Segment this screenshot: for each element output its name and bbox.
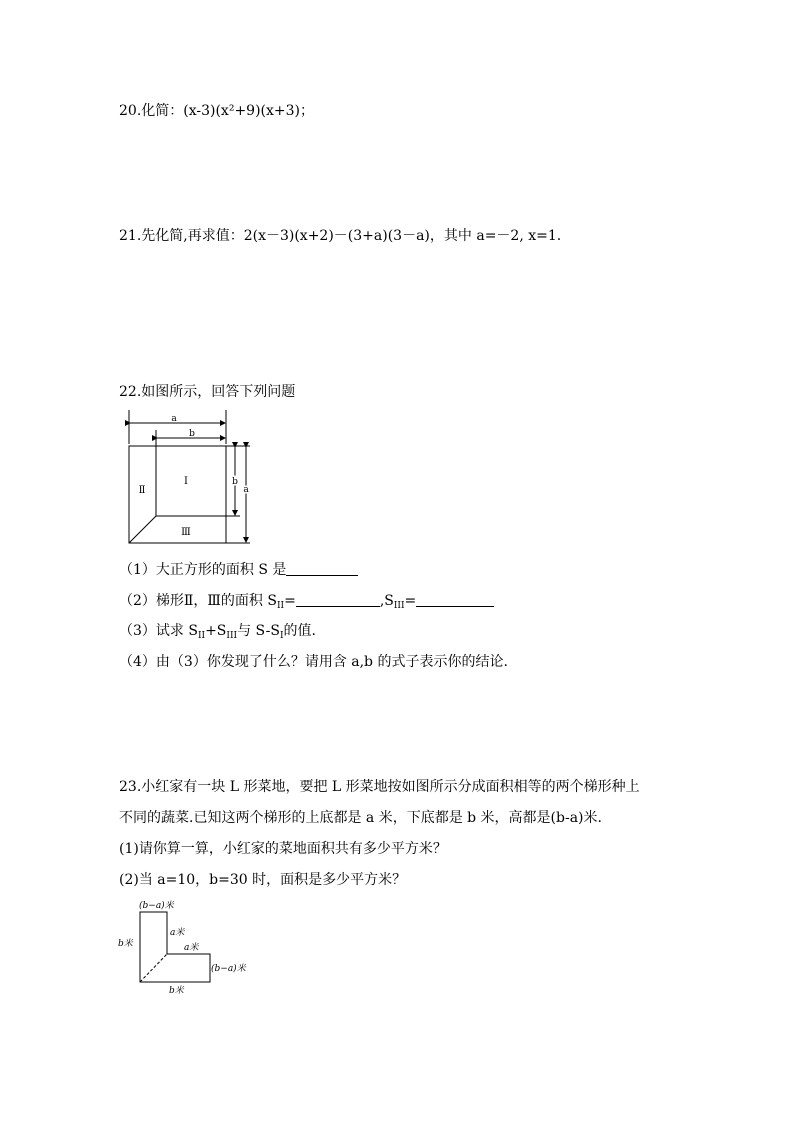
- equals-1: =: [284, 593, 296, 609]
- part-1-text: （1）大正方形的面积 S 是: [119, 562, 287, 578]
- p3-mid: 与 S-S: [237, 623, 280, 639]
- question-22-part-3: [119, 622, 316, 645]
- question-22-part-2: [119, 592, 494, 615]
- label-b-top: b: [189, 429, 195, 439]
- label-right: (b−a)米: [211, 964, 246, 974]
- question-21: 21.先化简,再求值：2(x－3)(x+2)－(3+a)(3－a)，其中 a=－2, x=1.: [119, 228, 562, 244]
- question-23-line-4: (2)当 a=10，b=30 时，面积是多少平方米？: [119, 872, 407, 888]
- sub-ii: II: [276, 601, 285, 611]
- label-bottom: b米: [169, 986, 184, 996]
- label-top: (b−a)米: [139, 901, 174, 911]
- p3-sub-iii: III: [226, 631, 238, 641]
- label-inner-a1: a米: [170, 928, 185, 938]
- part-2-text: （2）梯形Ⅱ，Ⅲ的面积 S: [119, 593, 277, 609]
- question-23-line-1: 23.小红家有一块 L 形菜地，要把 L 形菜地按如图所示分成面积相等的两个梯形种上: [119, 779, 640, 795]
- sep-s: ,S: [379, 593, 394, 609]
- question-22-part-1: [119, 561, 358, 579]
- question-22-title: 22.如图所示，回答下列问题: [119, 384, 296, 400]
- region-1-label: Ⅰ: [184, 476, 188, 487]
- square-diagram: [120, 410, 260, 548]
- p3-sub-ii: II: [197, 631, 206, 641]
- l-shape-diagram: [115, 896, 265, 996]
- equals-2: =: [404, 593, 417, 609]
- p3-sub-i: I: [279, 631, 284, 641]
- question-23-line-2: 不同的蔬菜.已知这两个梯形的上底都是 a 米，下底都是 b 米，高都是(b-a)米.: [119, 810, 602, 826]
- answer-blank-s: [286, 561, 358, 576]
- label-inner-a2: a米: [184, 943, 199, 953]
- part-3-prefix: （3）试求 S: [119, 623, 198, 639]
- label-b-right: b: [232, 477, 238, 487]
- question-22-part-4: （4）由（3）你发现了什么？请用含 a,b 的式子表示你的结论.: [119, 654, 508, 670]
- p3-plus: +S: [205, 623, 227, 639]
- p3-end: 的值.: [283, 623, 316, 639]
- small-square: [156, 446, 226, 516]
- answer-blank-s2: [296, 592, 380, 607]
- l-shape-outline: [140, 912, 210, 982]
- label-a-right: a: [243, 485, 249, 495]
- sub-iii: III: [393, 601, 405, 611]
- answer-blank-s3: [416, 592, 494, 607]
- region-2-label: Ⅱ: [138, 485, 146, 496]
- question-23-line-3: (1)请你算一算，小红家的菜地面积共有多少平方米？: [119, 841, 447, 857]
- label-a-top: a: [171, 414, 177, 424]
- region-3-label: Ⅲ: [181, 527, 191, 538]
- diagonal-divider: [140, 954, 167, 982]
- question-20: 20.化简：(x-3)(x²+9)(x+3)；: [119, 103, 315, 119]
- label-left: b米: [118, 939, 133, 949]
